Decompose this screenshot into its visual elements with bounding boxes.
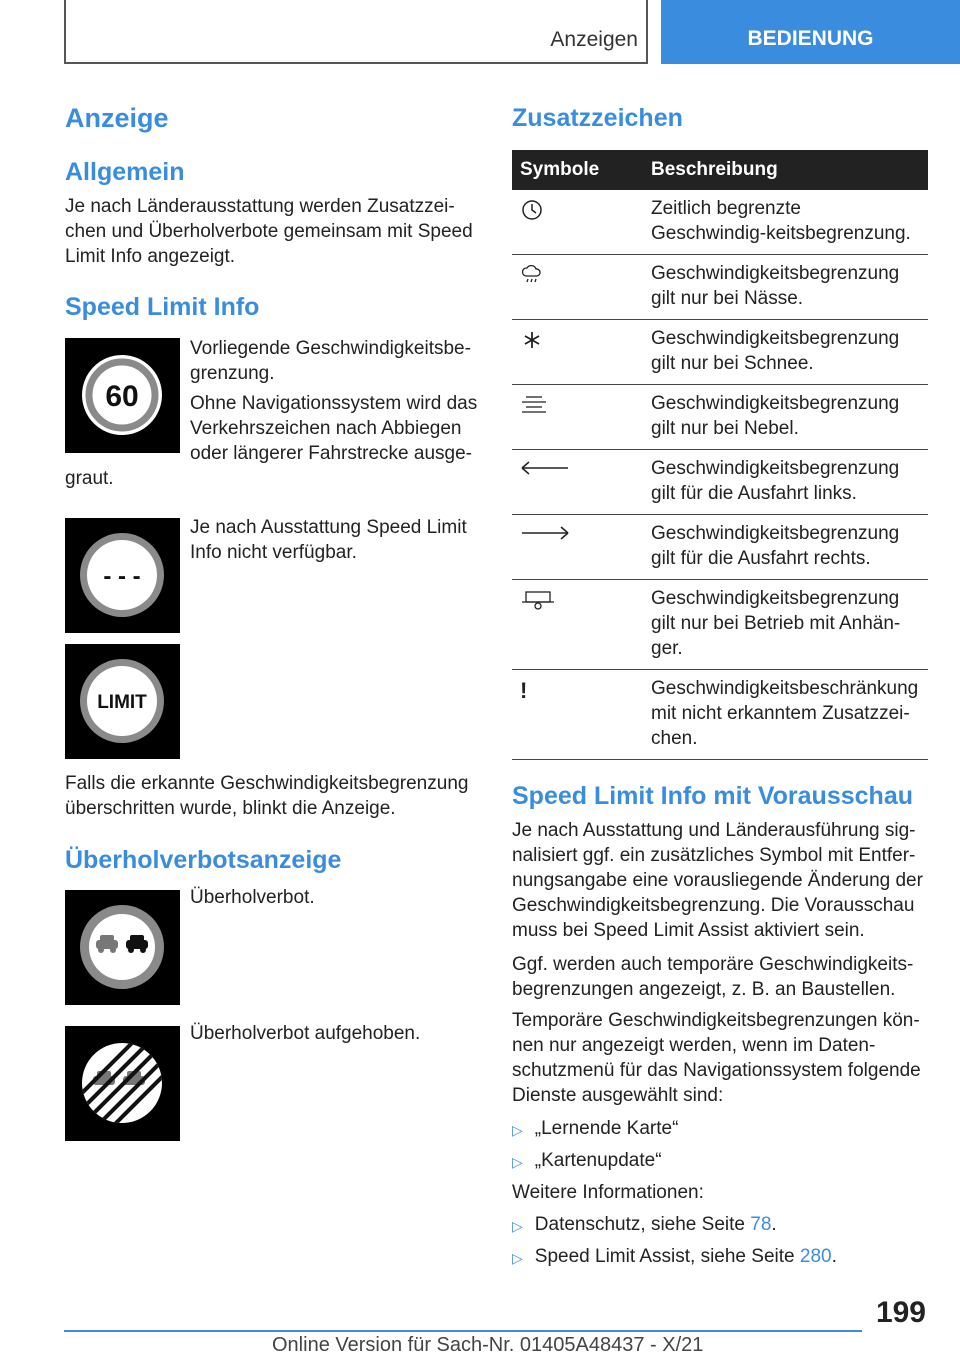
heading-zusatzzeichen: Zusatzzeichen (512, 104, 683, 132)
footer-divider (64, 1330, 862, 1332)
bullet-item (512, 1244, 837, 1271)
row-desc: Geschwindigkeitsbegrenzung gilt nur bei Nässe. (643, 255, 928, 320)
page-link-78[interactable]: 78 (750, 1214, 772, 1235)
ueber-text-1: Überholverbot. (190, 887, 315, 908)
sli-text-2a: Ohne Navigationssystem wird das (190, 393, 478, 414)
exclamation-icon: ! (520, 678, 528, 703)
bullet-item (512, 1148, 662, 1175)
rain-icon (520, 271, 544, 292)
row-desc: Zeitlich begrenzte Geschwindig-keitsbegrenzung. (643, 190, 928, 255)
sli-text-1: Vorliegende Geschwindigkeitsbe-grenzung. (190, 338, 471, 384)
bullet-item (512, 1116, 678, 1143)
arrow-right-icon (520, 527, 570, 548)
page-link-280[interactable]: 280 (799, 1246, 832, 1267)
bullet-triangle-icon: ▷ (512, 1122, 523, 1138)
fog-icon (520, 401, 548, 422)
snowflake-icon (520, 336, 544, 357)
table-row (512, 320, 928, 385)
header-chapter-tab[interactable]: BEDIENUNG (661, 0, 960, 64)
sli-text-4: Falls die erkannte Geschwindigkeitsbegrenzung überschritten wurde, blinkt die Anzeige. (65, 773, 469, 819)
bullet-text: „Kartenupdate“ (534, 1150, 662, 1171)
heading-allgemein: Allgemein (65, 158, 185, 186)
vorausschau-text-2: Ggf. werden auch temporäre Geschwindigkeits-begrenzungen angezeigt, z. B. an Baustellen. (512, 954, 914, 1000)
allgemein-text: Je nach Länderausstattung werden Zusatzzei-chen und Überholverbote gemeinsam mit Speed Limit Info angezeigt. (65, 196, 473, 267)
end-no-overtaking-sign (65, 1026, 180, 1141)
sli-text-3: Je nach Ausstattung Speed Limit Info nicht verfügbar. (190, 517, 467, 563)
period: . (771, 1214, 777, 1235)
col-header-beschreibung: Beschreibung (643, 150, 928, 190)
page-number: 199 (875, 1296, 926, 1329)
weitere-info-text: Weitere Informationen: (512, 1182, 704, 1203)
row-desc: Geschwindigkeitsbegrenzung gilt nur bei Betrieb mit Anhän-ger. (643, 580, 928, 670)
sli-text-2d: graut. (65, 468, 114, 489)
vorausschau-text-1: Je nach Ausstattung und Länderausführung sig-nalisiert ggf. ein zusätzliches Symbol mit Entfer-nungsangabe eine vorausliegende Änderung der Geschwindigkeitsbegrenzung. Die Vorausschau muss bei Speed Limit Assist aktiviert sein. (512, 820, 923, 941)
row-desc: Geschwindigkeitsbeschränkung mit nicht erkanntem Zusatzzei-chen. (643, 670, 928, 760)
table-row (512, 580, 928, 670)
vorausschau-text-3: Temporäre Geschwindigkeitsbegrenzungen kön-nen nur angezeigt werden, wenn im Daten-schutzmenü für das Navigationssystem folgende Dienste ausgewählt sind: (512, 1010, 921, 1106)
table-row (512, 450, 928, 515)
period: . (831, 1246, 837, 1267)
table-row (512, 190, 928, 255)
row-desc: Geschwindigkeitsbegrenzung gilt für die Ausfahrt links. (643, 450, 928, 515)
table-row (512, 670, 928, 760)
zusatzzeichen-table (512, 150, 928, 760)
bullet-item (512, 1212, 777, 1239)
trailer-icon (520, 596, 556, 617)
bullet-triangle-icon: ▷ (512, 1250, 523, 1266)
heading-ueberholverbot: Überholverbotsanzeige (65, 846, 342, 874)
heading-speed-limit-info: Speed Limit Info (65, 293, 260, 321)
row-desc: Geschwindigkeitsbegrenzung gilt nur bei Schnee. (643, 320, 928, 385)
table-header-row (512, 150, 928, 190)
table-row (512, 255, 928, 320)
table-row (512, 385, 928, 450)
speed-limit-60-sign (65, 338, 180, 453)
sign-value-dashes: - - - (103, 563, 141, 590)
bullet-triangle-icon: ▷ (512, 1218, 523, 1234)
sli-text-2c: oder längerer Fahrstrecke ausge- (190, 443, 472, 464)
sign-value-limit: LIMIT (97, 692, 147, 713)
arrow-left-icon (520, 462, 570, 483)
link-label: Datenschutz, siehe Seite (534, 1214, 751, 1235)
bullet-text: „Lernende Karte“ (534, 1118, 679, 1139)
heading-vorausschau: Speed Limit Info mit Vorausschau (512, 782, 913, 810)
footer-online-version: Online Version für Sach-Nr. 01405A48437 - X/21 (272, 1334, 704, 1356)
sign-value-60: 60 (105, 380, 139, 413)
row-desc: Geschwindigkeitsbegrenzung gilt für die Ausfahrt rechts. (643, 515, 928, 580)
bullet-triangle-icon: ▷ (512, 1154, 523, 1170)
bullet-text (535, 1244, 837, 1271)
header-section-title: Anzeigen (550, 28, 638, 51)
heading-anzeige: Anzeige (65, 103, 169, 133)
no-overtaking-sign (65, 890, 180, 1005)
row-desc: Geschwindigkeitsbegrenzung gilt nur bei Nebel. (643, 385, 928, 450)
bullet-text (535, 1212, 777, 1239)
table-row (512, 515, 928, 580)
limit-sign (65, 644, 180, 759)
ueber-text-2: Überholverbot aufgehoben. (190, 1023, 421, 1044)
link-label: Speed Limit Assist, siehe Seite (534, 1246, 800, 1267)
clock-icon (520, 206, 544, 227)
col-header-symbole: Symbole (512, 150, 643, 190)
speed-limit-unknown-sign (65, 518, 180, 633)
sli-text-2b: Verkehrszeichen nach Abbiegen (190, 418, 462, 439)
